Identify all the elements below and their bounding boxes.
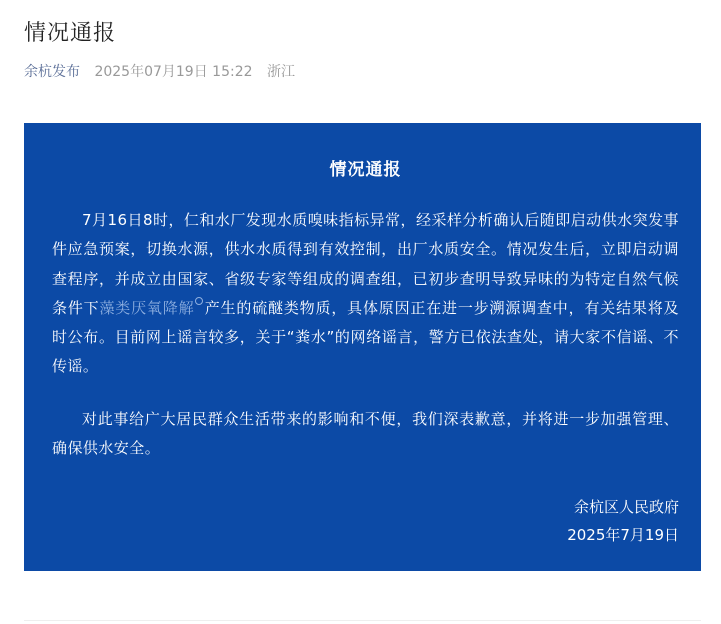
publish-time: 2025年07月19日 15:22 [94, 64, 253, 80]
article-meta [24, 61, 295, 81]
notice-paragraph-2: 对此事给广大居民群众生活带来的影响和不便，我们深表歉意，并将进一步加强管理、确保供水安全。 [52, 409, 679, 458]
divider [24, 620, 701, 621]
notice-signature: 余杭区人民政府 [573, 498, 679, 516]
paragraph-1-text-b: 产生的硫醚类物质，具体原因正在进一步溯源调查中，有关结果将及时公布。目前网上谣言较多，关于“粪水”的网络谣言，警方已依法查处，请大家不信谣、不传谣。 [52, 298, 679, 376]
search-icon[interactable] [195, 297, 203, 305]
notice-image [24, 123, 701, 571]
notice-paragraph-1 [52, 206, 679, 382]
notice-title: 情况通报 [329, 160, 402, 180]
paragraph-1-text-a: 7月16日8时，仁和水厂发现水质嗅味指标异常，经采样分析确认后随即启动供水突发事件应急预案，切换水源，供水水质得到有效控制，出厂水质安全。情况发生后，立即启动调查程序，并成立由国家、省级专家等组成的调查组，已初步查明导致异味的为特定自然气候条件下 [52, 211, 679, 317]
article-title: 情况通报 [24, 21, 117, 46]
search-keyword-link[interactable]: 藻类厌氧降解 [99, 298, 195, 317]
notice-date: 2025年7月19日 [567, 526, 679, 544]
publish-location: 浙江 [266, 64, 295, 80]
source-account-link[interactable]: 余杭发布 [24, 64, 80, 80]
